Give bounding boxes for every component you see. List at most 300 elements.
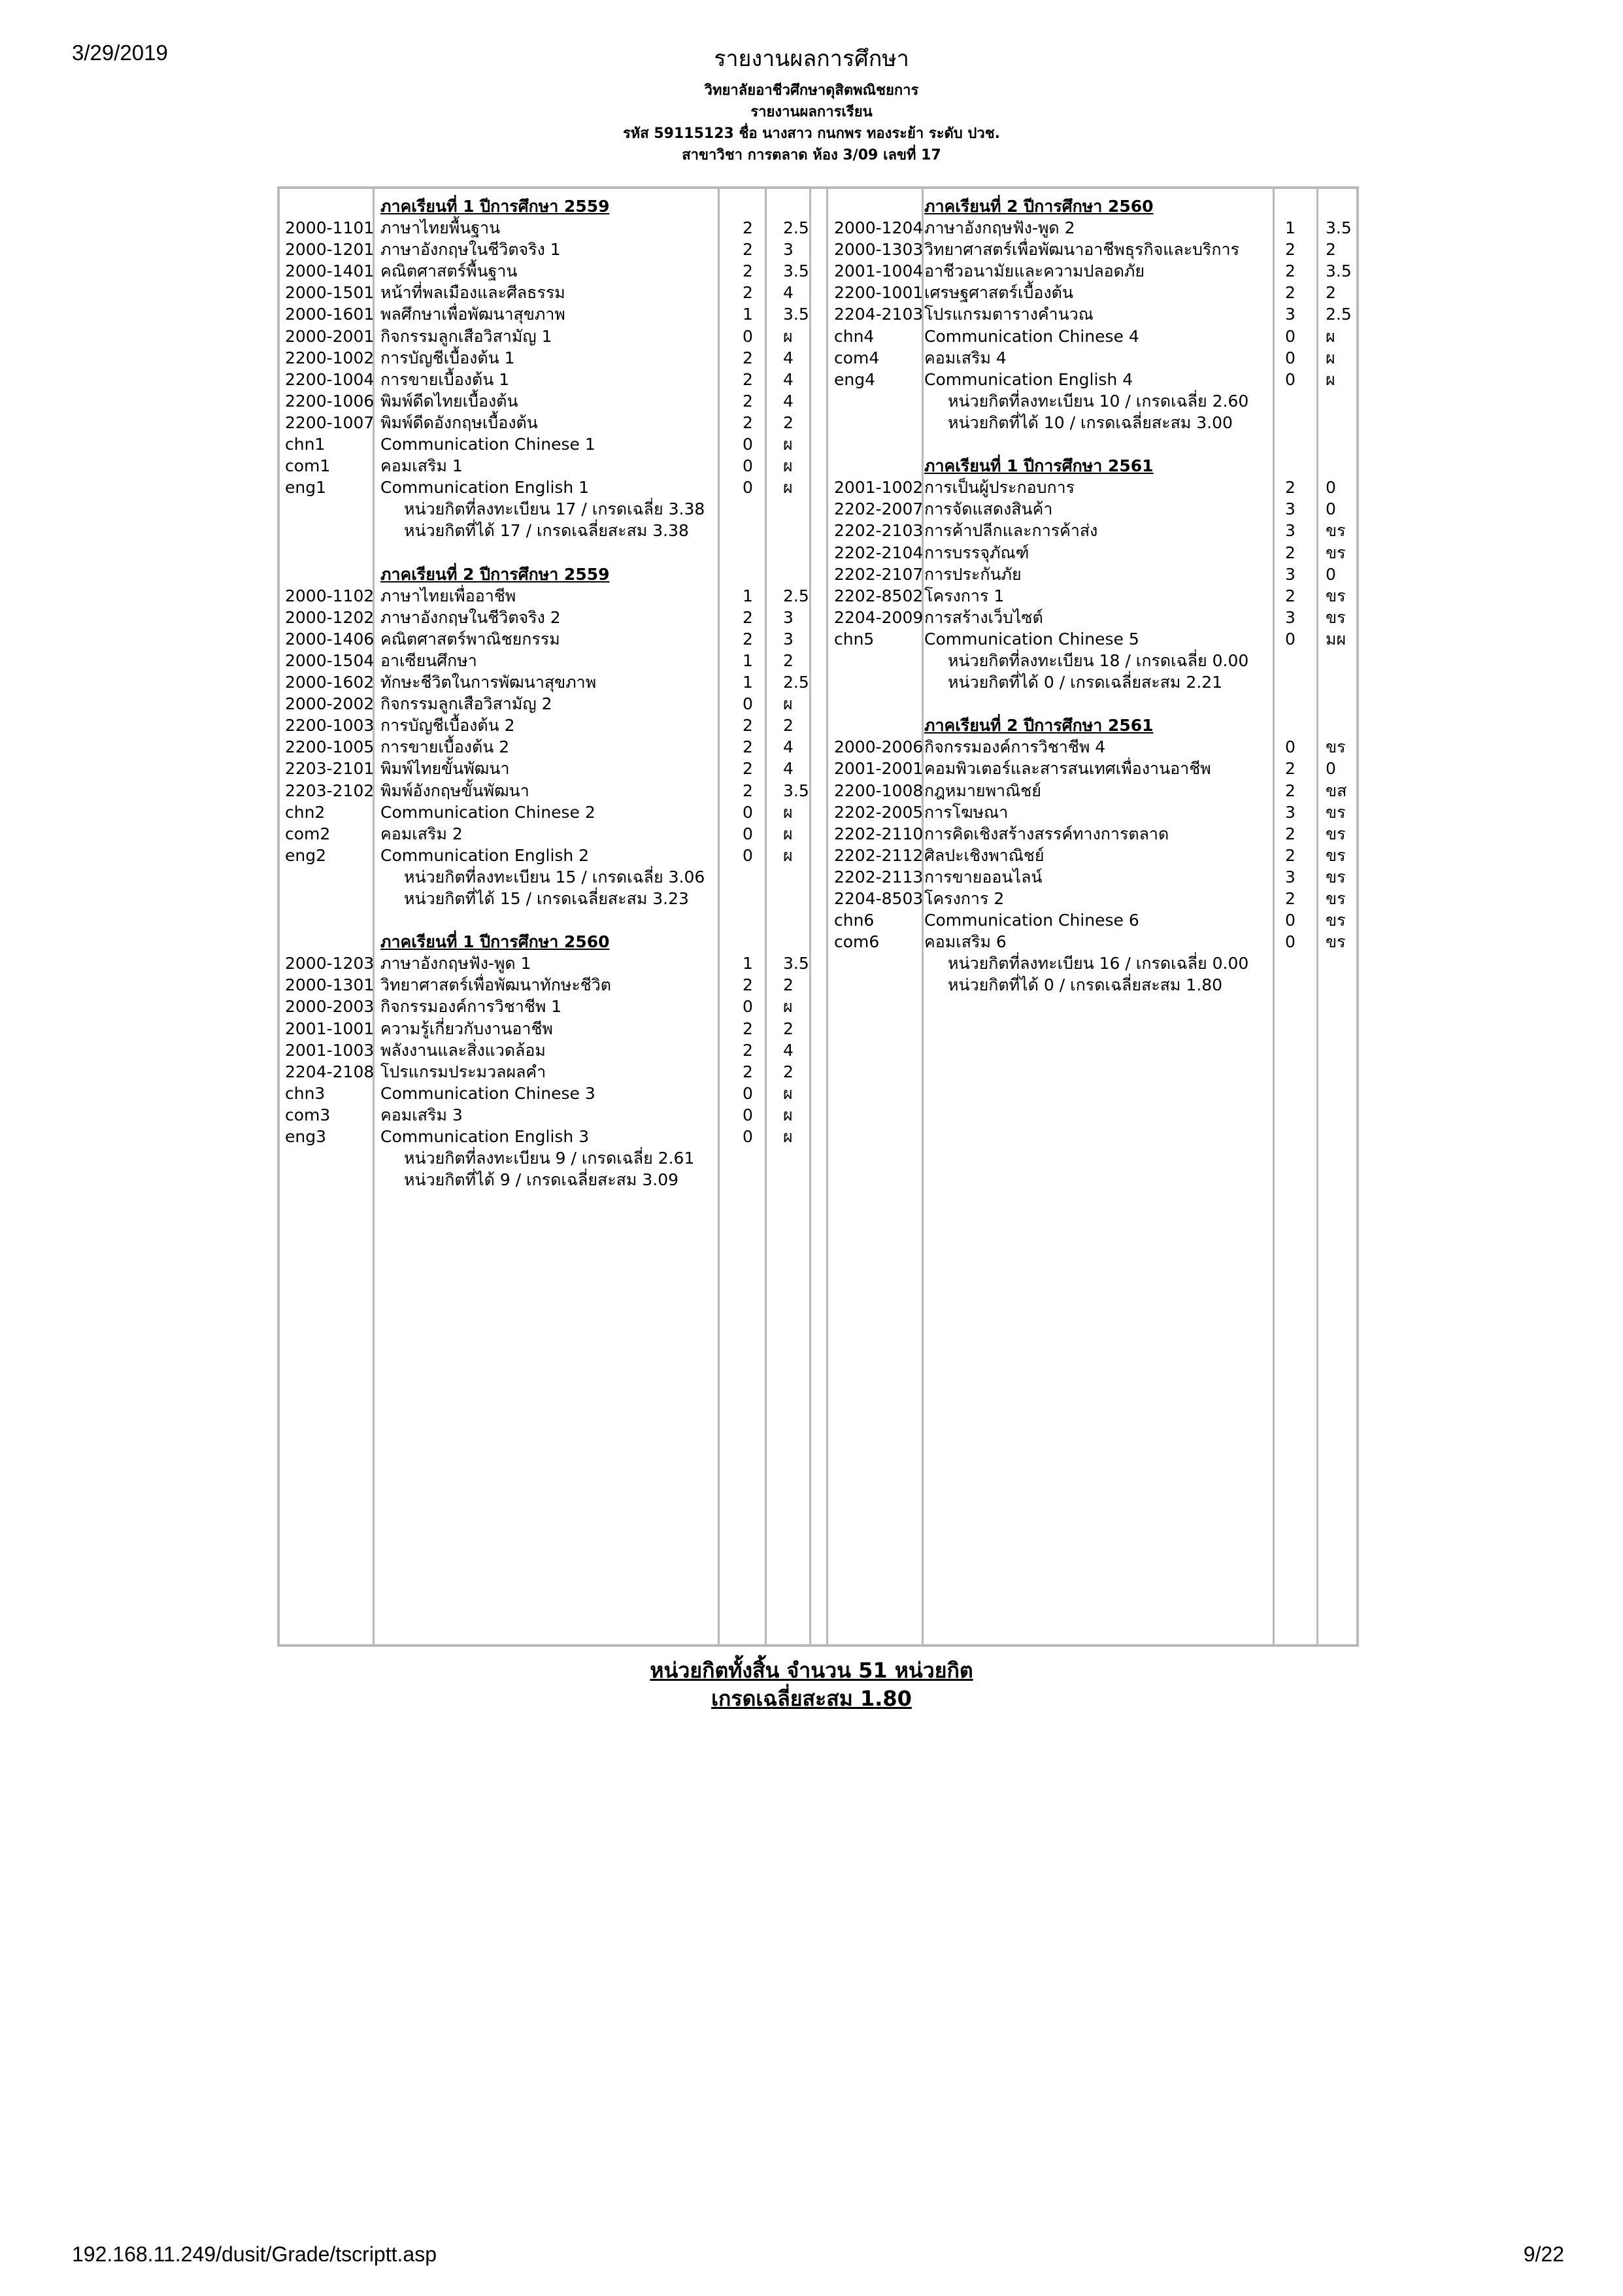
course-row [285,736,814,758]
course-code: 2204-2108 [285,1062,375,1081]
course-row [834,909,1357,931]
course-code: 2000-1301 [285,975,375,995]
transcript-table [277,186,1359,1647]
course-credit: 2 [1285,889,1296,908]
course-grade: 2 [1326,283,1336,303]
course-code: eng4 [834,369,876,389]
course-row [285,845,814,866]
course-row [285,369,814,390]
course-name: โปรแกรมตารางคำนวณ [924,305,1094,324]
course-credit: 1 [743,305,753,324]
course-name: การบัญชีเบื้องต้น 2 [380,716,515,735]
course-credit: 0 [743,1127,753,1147]
semester-title: ภาคเรียนที่ 1 ปีการศึกษา 2559 [380,197,610,216]
course-name: โครงการ 2 [924,889,1005,908]
course-row [834,347,1357,369]
course-grade: ผ [783,1083,793,1103]
course-row [285,693,814,715]
course-row [285,1018,814,1039]
course-code: com4 [834,348,880,367]
course-grade: 3.5 [783,781,809,800]
course-credit: 2 [1285,240,1296,260]
course-code: 2204-2103 [834,305,924,324]
course-code: chn3 [285,1083,326,1103]
course-credit: 2 [743,218,753,238]
course-name: ภาษาไทยพื้นฐาน [380,218,501,238]
semester-title: ภาคเรียนที่ 2 ปีการศึกษา 2561 [924,716,1154,735]
course-row [834,931,1357,953]
course-code: 2000-2003 [285,997,375,1017]
course-code: 2000-1102 [285,586,375,605]
course-row [834,628,1357,650]
course-name: ทักษะชีวิตในการพัฒนาสุขภาพ [380,673,597,692]
course-row [834,564,1357,585]
course-row [834,780,1357,802]
course-name: พลังงานและสิ่งแวดล้อม [380,1040,546,1060]
course-row [285,347,814,369]
semester-summary-row [285,498,814,520]
course-name: คอมเสริม 4 [924,348,1007,367]
print-title: รายงานผลการศึกษา [714,46,909,72]
course-name: กิจกรรมลูกเสือวิสามัญ 2 [380,694,552,714]
course-code: chn5 [834,629,875,649]
course-credit: 1 [743,673,753,692]
course-credit: 3 [1285,564,1296,584]
semester-credit-summary: หน่วยกิตที่ลงทะเบียน 16 / เกรดเฉลี่ย 0.00 [948,954,1249,973]
course-code: 2000-1201 [285,240,375,260]
course-row [285,607,814,628]
course-name: ภาษาอังกฤษในชีวิตจริง 2 [380,607,561,627]
semester-title: ภาคเรียนที่ 2 ปีการศึกษา 2560 [924,197,1154,216]
course-grade: ผ [783,1127,793,1147]
course-grade: ขร [1326,824,1346,843]
course-credit: 2 [743,975,753,995]
course-name: คอมเสริม 1 [380,456,463,476]
course-name: การค้าปลีกและการค้าส่ง [924,521,1098,541]
course-name: คณิตศาสตร์พาณิชยกรรม [380,629,560,649]
course-credit: 2 [1285,781,1296,800]
course-grade: 2 [783,1062,794,1081]
course-name: Communication Chinese 4 [924,326,1139,346]
course-row [834,542,1357,564]
course-code: 2203-2101 [285,759,375,779]
semester-cumulative-summary: หน่วยกิตที่ได้ 0 / เกรดเฉลี่ยสะสม 2.21 [948,673,1223,692]
course-code: 2202-2107 [834,564,924,584]
course-credit: 1 [743,586,753,605]
course-name: หน้าที่พลเมืองและศีลธรรม [380,283,565,303]
course-row [834,477,1357,498]
semester-title: ภาคเรียนที่ 1 ปีการศึกษา 2561 [924,456,1154,476]
course-code: 2202-2007 [834,499,924,519]
course-grade: 3.5 [783,954,809,973]
page-number: 9/22 [1523,2242,1564,2266]
course-grade: ผ [1326,369,1335,389]
course-row [285,671,814,693]
semester-credit-summary: หน่วยกิตที่ลงทะเบียน 15 / เกรดเฉลี่ย 3.06 [404,867,705,886]
course-code: 2202-2104 [834,543,924,562]
course-credit: 3 [1285,305,1296,324]
course-code: 2000-1303 [834,240,924,260]
course-code: 2000-2006 [834,737,924,757]
course-credit: 2 [743,369,753,389]
course-row [285,953,814,974]
semester-credit-summary: หน่วยกิตที่ลงทะเบียน 9 / เกรดเฉลี่ย 2.61 [404,1149,695,1168]
course-credit: 2 [743,607,753,627]
course-code: 2200-1004 [285,369,375,389]
course-row [285,217,814,239]
program-info: สาขาวิชา การตลาด ห้อง 3/09 เลขที่ 17 [682,147,941,163]
course-code: 2000-2001 [285,326,375,346]
course-grade: ขร [1326,586,1346,605]
course-grade: ผ [783,845,793,865]
course-code: com6 [834,932,880,952]
course-grade: 2 [783,1019,794,1038]
course-code: 2202-2113 [834,867,924,886]
semester-cumulative-summary: หน่วยกิตที่ได้ 17 / เกรดเฉลี่ยสะสม 3.38 [404,521,689,541]
course-grade: 0 [1326,759,1336,779]
course-row [285,282,814,303]
course-row [834,758,1357,779]
course-grade: 3.5 [1326,262,1352,281]
course-code: 2001-1001 [285,1019,375,1038]
course-credit: 2 [743,240,753,260]
course-code: 2000-2002 [285,694,375,714]
course-row [834,736,1357,758]
course-name: คอมเสริม 3 [380,1105,463,1124]
course-code: 2000-1204 [834,218,924,238]
course-name: พิมพ์ไทยขั้นพัฒนา [380,759,510,779]
table-divider [826,189,828,1644]
semester-summary-row [834,953,1357,974]
course-name: ความรู้เกี่ยวกับงานอาชีพ [380,1019,553,1038]
course-name: การขายออนไลน์ [924,867,1043,886]
course-grade: ผ [783,824,793,843]
course-code: 2000-1406 [285,629,375,649]
course-row [834,888,1357,909]
course-row [285,802,814,823]
course-name: อาเซียนศึกษา [380,650,477,670]
course-name: การจัดแสดงสินค้า [924,499,1053,519]
course-code: 2200-1006 [285,391,375,411]
course-row [285,303,814,325]
course-name: การสร้างเว็บไซต์ [924,607,1043,627]
course-grade: ผ [783,694,793,714]
semester-cumulative-summary: หน่วยกิตที่ได้ 10 / เกรดเฉลี่ยสะสม 3.00 [948,413,1233,432]
course-credit: 0 [743,997,753,1017]
course-row [285,780,814,802]
course-row [285,239,814,260]
course-grade: ผ [1326,348,1335,367]
course-code: 2000-1101 [285,218,375,238]
course-name: Communication Chinese 2 [380,802,595,822]
course-grade: 4 [783,759,794,779]
course-credit: 0 [743,435,753,454]
course-grade: ผ [783,435,793,454]
course-code: 2000-1203 [285,954,375,973]
course-credit: 2 [743,391,753,411]
course-name: ภาษาไทยเพื่ออาชีพ [380,586,516,605]
course-grade: 4 [783,348,794,367]
course-code: 2202-8502 [834,586,924,605]
course-grade: ขร [1326,911,1346,930]
course-code: 2202-2110 [834,824,924,843]
semester-gpa-summary-row [834,974,1357,996]
course-name: Communication Chinese 6 [924,911,1139,930]
semester-credit-summary: หน่วยกิตที่ลงทะเบียน 17 / เกรดเฉลี่ย 3.38 [404,499,705,519]
course-code: eng2 [285,845,327,865]
semester-gpa-summary-row [285,520,814,541]
course-credit: 2 [1285,586,1296,605]
course-name: Communication Chinese 5 [924,629,1139,649]
course-grade: 2.5 [783,586,809,605]
course-row [834,823,1357,845]
course-name: การโฆษณา [924,802,1009,822]
course-code: 2000-1202 [285,607,375,627]
course-row [285,477,814,498]
course-name: Communication English 2 [380,845,590,865]
course-row [285,1104,814,1126]
report-header [0,80,1623,166]
course-grade: 2.5 [783,673,809,692]
course-grade: ขร [1326,737,1346,757]
course-code: 2200-1005 [285,737,375,757]
course-grade: ขร [1326,932,1346,952]
course-name: โครงการ 1 [924,586,1005,605]
course-code: chn6 [834,911,875,930]
semester-header-row [834,715,1357,736]
course-credit: 0 [1285,326,1296,346]
course-grade: 2 [783,716,794,735]
semester-cumulative-summary: หน่วยกิตที่ได้ 15 / เกรดเฉลี่ยสะสม 3.23 [404,889,689,908]
course-name: โปรแกรมประมวลผลคำ [380,1062,546,1081]
course-name: คอมเสริม 6 [924,932,1007,952]
course-credit: 2 [1285,759,1296,779]
left-transcript-column [285,195,814,1190]
course-grade: ผ [1326,326,1335,346]
course-code: 2202-2103 [834,521,924,541]
course-row [834,303,1357,325]
totals-summary [0,1657,1623,1713]
course-credit: 0 [743,456,753,476]
course-name: คณิตศาสตร์พื้นฐาน [380,262,518,281]
course-grade: 3 [783,629,794,649]
semester-header-row [285,564,814,585]
semester-summary-row [834,650,1357,671]
course-code: chn4 [834,326,875,346]
course-row [834,585,1357,607]
print-date: 3/29/2019 [72,41,168,65]
course-credit: 2 [743,716,753,735]
course-credit: 2 [1285,478,1296,498]
course-credit: 2 [743,1019,753,1038]
course-code: 2000-1602 [285,673,375,692]
course-name: การขายเบื้องต้น 2 [380,737,510,757]
course-grade: 2 [783,413,794,432]
course-name: กฎหมายพาณิชย์ [924,781,1041,800]
course-grade: 3.5 [1326,218,1352,238]
course-grade: 4 [783,1040,794,1060]
course-grade: 2.5 [1326,305,1352,324]
spacer-row [285,909,814,931]
student-info: รหัส 59115123 ชื่อ นางสาว กนกพร ทองระย้า ระดับ ปวช. [622,126,1001,142]
course-row [285,260,814,282]
course-credit: 2 [743,629,753,649]
course-name: วิทยาศาสตร์เพื่อพัฒนาอาชีพธุรกิจและบริการ [924,240,1239,260]
course-name: Communication English 1 [380,478,590,498]
course-code: 2200-1008 [834,781,924,800]
course-row [285,1083,814,1104]
course-row [285,1126,814,1147]
course-grade: ขร [1326,607,1346,627]
spacer-row [834,433,1357,455]
course-name: การคิดเชิงสร้างสรรค์ทางการตลาด [924,824,1169,843]
course-row [285,326,814,347]
course-code: com3 [285,1105,331,1124]
course-grade: ขร [1326,889,1346,908]
course-row [834,282,1357,303]
course-name: กิจกรรมองค์การวิชาชีพ 1 [380,997,562,1017]
course-credit: 2 [743,348,753,367]
course-row [834,498,1357,520]
course-grade: 3.5 [783,305,809,324]
course-row [834,260,1357,282]
course-grade: 4 [783,283,794,303]
course-code: 2000-1501 [285,283,375,303]
course-name: Communication English 3 [380,1127,590,1147]
course-name: ภาษาอังกฤษฟัง-พูด 1 [380,954,531,973]
course-code: 2001-1004 [834,262,924,281]
course-credit: 1 [743,650,753,670]
course-code: 2000-1601 [285,305,375,324]
course-name: พิมพ์ดีดอังกฤษเบื้องต้น [380,413,538,432]
course-row [834,217,1357,239]
semester-cumulative-summary: หน่วยกิตที่ได้ 0 / เกรดเฉลี่ยสะสม 1.80 [948,975,1223,995]
course-grade: มผ [1326,629,1347,649]
course-grade: 0 [1326,564,1336,584]
course-row [285,996,814,1017]
course-credit: 1 [743,954,753,973]
course-grade: ผ [783,456,793,476]
course-code: eng3 [285,1127,327,1147]
page-url: 192.168.11.249/dusit/Grade/tscriptt.asp [72,2242,437,2266]
semester-summary-row [834,390,1357,412]
course-row [285,715,814,736]
course-credit: 0 [1285,737,1296,757]
course-credit: 3 [1285,499,1296,519]
course-code: 2200-1007 [285,413,375,432]
course-grade: ขร [1326,845,1346,865]
course-name: วิทยาศาสตร์เพื่อพัฒนาทักษะชีวิต [380,975,612,995]
course-grade: ขร [1326,521,1346,541]
college-name: วิทยาลัยอาชีวศึกษาดุสิตพณิชยการ [704,82,919,99]
course-credit: 2 [743,413,753,432]
course-grade: ขส [1326,781,1347,800]
course-row [834,802,1357,823]
course-credit: 0 [1285,629,1296,649]
course-code: com1 [285,456,331,476]
semester-header-row [285,195,814,217]
course-credit: 0 [743,478,753,498]
course-credit: 0 [1285,911,1296,930]
course-credit: 1 [1285,218,1296,238]
semester-summary-row [285,1147,814,1169]
semester-cumulative-summary: หน่วยกิตที่ได้ 9 / เกรดเฉลี่ยสะสม 3.09 [404,1170,679,1190]
course-credit: 3 [1285,607,1296,627]
course-row [285,585,814,607]
course-row [834,845,1357,866]
course-grade: 4 [783,369,794,389]
course-credit: 0 [743,326,753,346]
course-credit: 0 [1285,369,1296,389]
course-code: chn1 [285,435,326,454]
course-grade: 0 [1326,478,1336,498]
course-grade: 3 [783,607,794,627]
course-grade: 0 [1326,499,1336,519]
course-credit: 2 [743,781,753,800]
course-name: Communication English 4 [924,369,1133,389]
course-credit: 2 [743,283,753,303]
course-name: พิมพ์อังกฤษขั้นพัฒนา [380,781,529,800]
semester-gpa-summary-row [285,1169,814,1190]
course-row [834,239,1357,260]
semester-summary-row [285,866,814,888]
course-credit: 2 [743,737,753,757]
course-name: การประกันภัย [924,564,1022,584]
course-grade: ผ [783,1105,793,1124]
course-grade: 3 [783,240,794,260]
course-credit: 0 [1285,348,1296,367]
semester-title: ภาคเรียนที่ 2 ปีการศึกษา 2559 [380,564,610,584]
course-code: 2001-1003 [285,1040,375,1060]
course-row [834,866,1357,888]
course-grade: 4 [783,737,794,757]
course-row [285,1039,814,1061]
semester-credit-summary: หน่วยกิตที่ลงทะเบียน 18 / เกรดเฉลี่ย 0.00 [948,650,1249,670]
course-name: การบัญชีเบื้องต้น 1 [380,348,515,367]
course-grade: ผ [783,326,793,346]
course-row [834,369,1357,390]
semester-title: ภาคเรียนที่ 1 ปีการศึกษา 2560 [380,932,610,952]
course-name: การเป็นผู้ประกอบการ [924,478,1075,498]
course-code: 2200-1001 [834,283,924,303]
course-row [834,607,1357,628]
course-code: eng1 [285,478,327,498]
course-row [834,520,1357,541]
course-code: chn2 [285,802,326,822]
course-credit: 2 [743,759,753,779]
course-grade: 4 [783,391,794,411]
course-row [285,974,814,996]
course-name: อาชีวอนามัยและความปลอดภัย [924,262,1145,281]
course-credit: 2 [743,1040,753,1060]
course-code: 2202-2112 [834,845,924,865]
spacer-row [285,542,814,564]
course-grade: ผ [783,997,793,1017]
course-grade: 2 [1326,240,1336,260]
course-grade: 2 [783,650,794,670]
course-credit: 0 [743,824,753,843]
course-code: 2001-1002 [834,478,924,498]
course-row [285,628,814,650]
course-code: 2202-2005 [834,802,924,822]
course-credit: 0 [743,1083,753,1103]
course-code: 2204-8503 [834,889,924,908]
course-credit: 2 [1285,824,1296,843]
course-name: พิมพ์ดีดไทยเบื้องต้น [380,391,518,411]
course-row [285,390,814,412]
course-grade: 3.5 [783,262,809,281]
course-name: กิจกรรมลูกเสือวิสามัญ 1 [380,326,552,346]
